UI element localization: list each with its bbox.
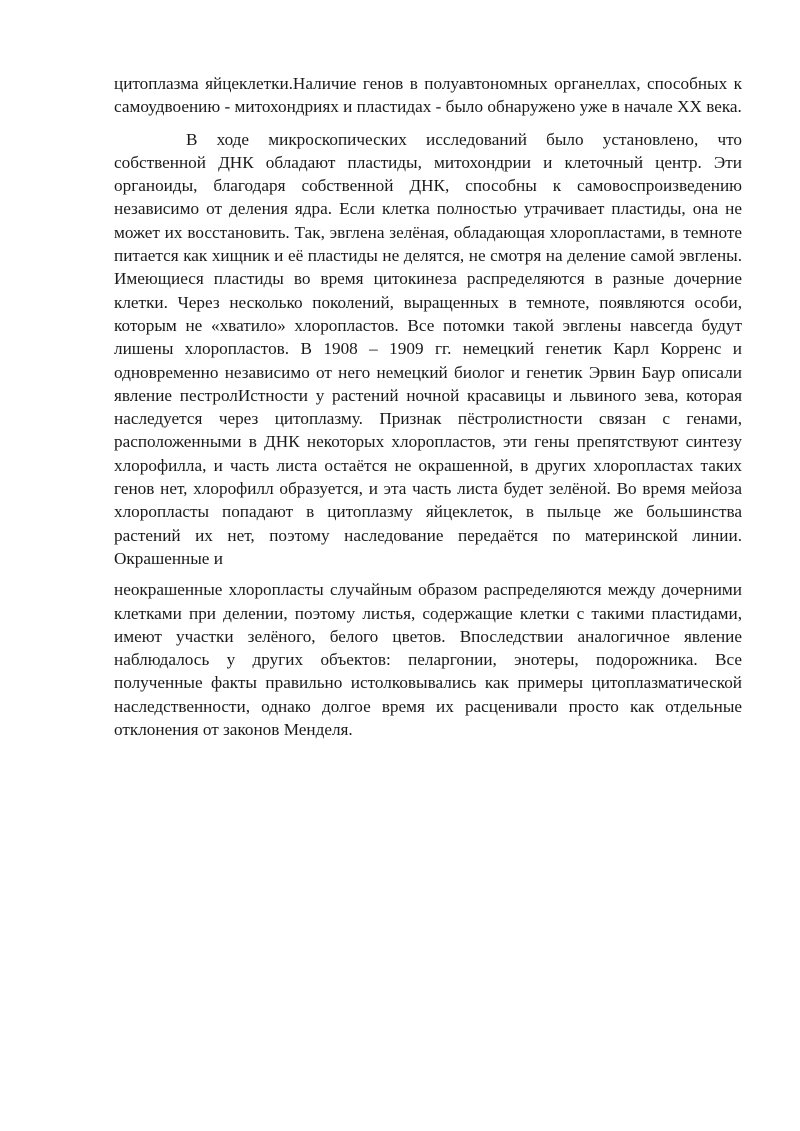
paragraph-2: В ходе микроскопических исследований было установлено, что собственной ДНК обладают пластиды, митохондрии и клеточный центр. Эти органоиды, благодаря собственной ДНК, способны к самовоспроизведению независимо от деления ядра. Если клетка полностью утрачивает пластиды, она не может их восстановить. Так, эвглена зелёная, обладающая хлоропластами, в темноте питается как хищник и её пластиды не делятся, не смотря на деление самой эвглены. Имеющиеся пластиды во время цитокинеза распределяются в разные дочерние клетки. Через несколько поколений, выращенных в темноте, появляются особи, которым не «хватило» хлоропластов. Все потомки такой эвглены навсегда будут лишены хлоропластов. В 1908 – 1909 гг. немецкий генетик Карл Корренс и одновременно независимо от него немецкий биолог и генетик Эрвин Баур описали явление пестролИстности у растений ночной красавицы и львиного зева, которая наследуется через цитоплазму. Признак пёстролистности связан с генами, расположенными в ДНК некоторых хлоропластов, эти гены препятствуют синтезу хлорофилла, и часть листа остаётся не окрашенной, в других хлоропластах таких генов нет, хлорофилл образуется, и эта часть листа будет зелёной. Во время мейоза хлоропласты попадают в цитоплазму яйцеклеток, в пыльце же большинства растений их нет, поэтому наследование передаётся по материнской линии. Окрашенные и bbox=[114, 129, 742, 568]
paragraph-3: неокрашенные хлоропласты случайным образом распределяются между дочерними клетками при делении, поэтому листья, содержащие клетки с такими пластидами, имеют участки зелёного, белого цветов. Впоследствии аналогичное явление наблюдалось у других объектов: пеларгонии, энотеры, подорожника. Все полученные факты правильно истолковывались как примеры цитоплазматической наследственности, однако долгое время их расценивали просто как отдельные отклонения от законов Менделя. bbox=[114, 580, 742, 740]
document-page bbox=[114, 72, 742, 741]
paragraph-1: цитоплазма яйцеклетки.Наличие генов в полуавтономных органеллах, способных к самоудвоению - митохондриях и пластидах - было обнаружено уже в начале XX века. bbox=[114, 74, 742, 117]
